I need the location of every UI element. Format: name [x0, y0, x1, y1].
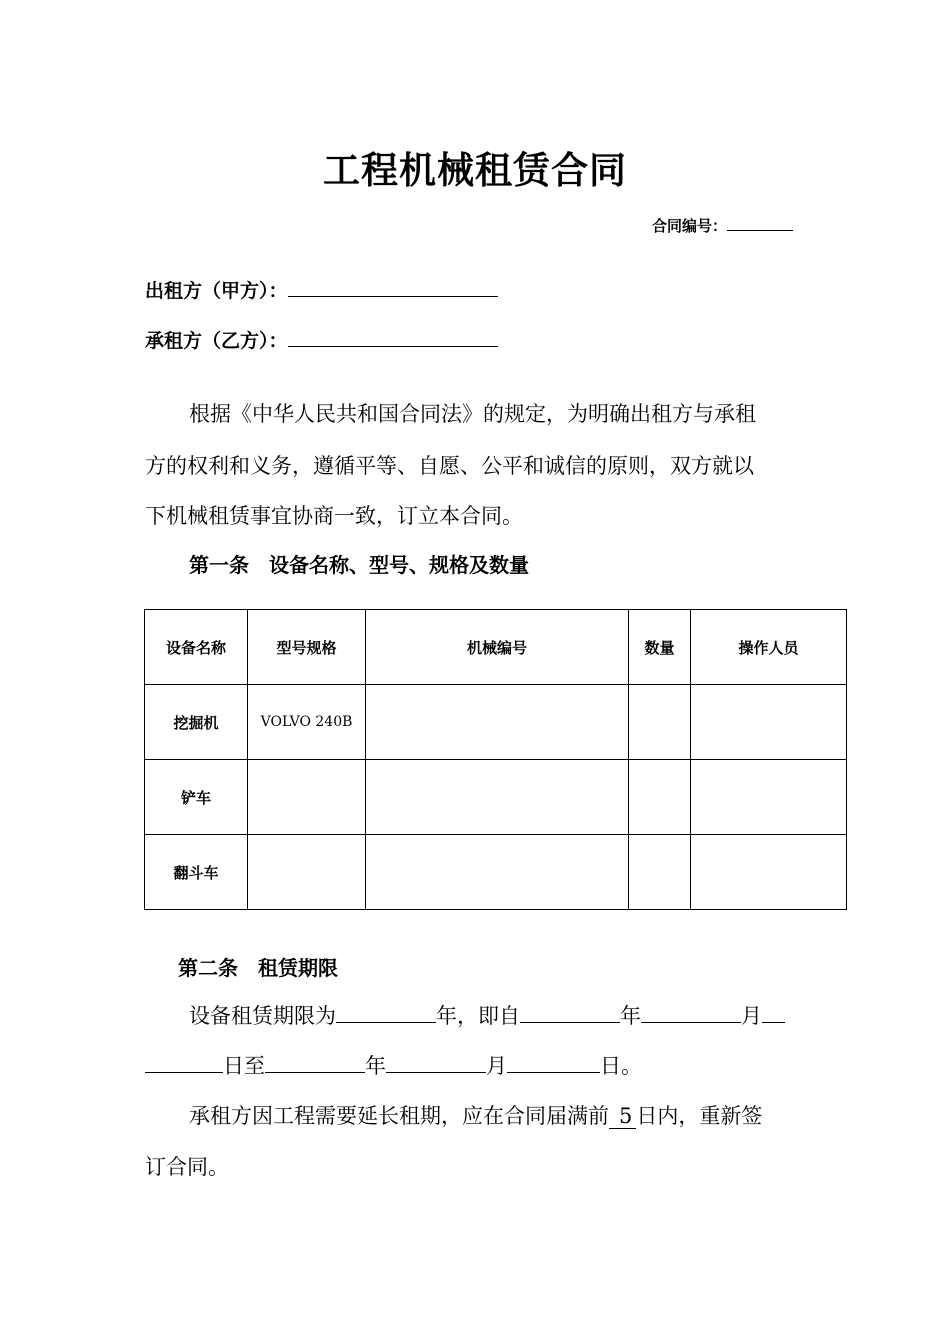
intro-line-1: 根据《中华人民共和国合同法》的规定，为明确出租方与承租	[189, 402, 756, 426]
term-text-h: 日。	[600, 1054, 642, 1078]
extension-text-a: 承租方因工程需要延长租期，应在合同届满前	[189, 1104, 609, 1128]
term-text-g: 月	[486, 1054, 507, 1078]
cell-machine-number[interactable]	[366, 685, 629, 760]
intro-line-2: 方的权利和义务，遵循平等、自愿、公平和诚信的原则，双方就以	[145, 454, 754, 478]
start-year-blank[interactable]	[520, 1002, 620, 1023]
extension-text-b: 日内，重新签	[636, 1104, 763, 1128]
end-year-blank[interactable]	[265, 1052, 365, 1073]
term-years-blank[interactable]	[336, 1002, 436, 1023]
extension-line-2: 订合同。	[145, 1155, 229, 1179]
lessee-label: 承租方（乙方）：	[145, 330, 288, 352]
article-2-heading: 第二条 租赁期限	[178, 956, 338, 980]
extension-days[interactable]: 5	[609, 1104, 636, 1129]
lessor-label: 出租方（甲方）：	[145, 280, 288, 302]
term-text-a: 设备租赁期限为	[189, 1004, 336, 1028]
cell-operator[interactable]	[691, 685, 847, 760]
header-quantity: 数量	[629, 610, 691, 685]
table-header-row	[145, 610, 847, 685]
cell-quantity[interactable]	[629, 685, 691, 760]
table-row	[145, 760, 847, 835]
start-day-blank-part2[interactable]	[145, 1052, 223, 1073]
contract-number-label: 合同编号：	[652, 217, 728, 235]
cell-quantity[interactable]	[629, 760, 691, 835]
end-day-blank[interactable]	[507, 1052, 600, 1073]
cell-quantity[interactable]	[629, 835, 691, 910]
end-month-blank[interactable]	[386, 1052, 486, 1073]
header-model-spec: 型号规格	[248, 610, 366, 685]
cell-equipment-name: 铲车	[145, 760, 248, 835]
extension-line-1	[189, 1100, 762, 1130]
term-text-d: 月	[741, 1004, 762, 1028]
header-equipment-name: 设备名称	[145, 610, 248, 685]
term-text-e: 日至	[223, 1054, 265, 1078]
cell-model-spec[interactable]	[248, 760, 366, 835]
document-title: 工程机械租赁合同	[323, 149, 627, 192]
term-text-f: 年	[365, 1054, 386, 1078]
cell-model-spec[interactable]	[248, 835, 366, 910]
lessor-blank[interactable]	[288, 278, 498, 297]
article-1-heading: 第一条 设备名称、型号、规格及数量	[189, 553, 529, 577]
cell-operator[interactable]	[691, 760, 847, 835]
cell-machine-number[interactable]	[366, 835, 629, 910]
term-text-c: 年	[620, 1004, 641, 1028]
equipment-table	[144, 609, 847, 910]
cell-equipment-name: 翻斗车	[145, 835, 248, 910]
table-row	[145, 835, 847, 910]
start-day-blank-part1[interactable]	[762, 1002, 785, 1023]
term-text-b: 年，即自	[436, 1004, 520, 1028]
cell-equipment-name: 挖掘机	[145, 685, 248, 760]
term-line-2	[145, 1050, 642, 1080]
lessee-blank[interactable]	[288, 328, 498, 347]
term-line-1	[189, 1000, 785, 1030]
cell-operator[interactable]	[691, 835, 847, 910]
header-operator: 操作人员	[691, 610, 847, 685]
contract-number	[652, 215, 793, 236]
cell-machine-number[interactable]	[366, 760, 629, 835]
cell-model-spec[interactable]: VOLVO 240B	[248, 685, 366, 760]
lessee-line	[145, 326, 498, 353]
start-month-blank[interactable]	[641, 1002, 741, 1023]
table-row	[145, 685, 847, 760]
contract-number-blank[interactable]	[727, 216, 793, 231]
lessor-line	[145, 276, 498, 303]
intro-line-3: 下机械租赁事宜协商一致，订立本合同。	[145, 504, 523, 528]
header-machine-number: 机械编号	[366, 610, 629, 685]
